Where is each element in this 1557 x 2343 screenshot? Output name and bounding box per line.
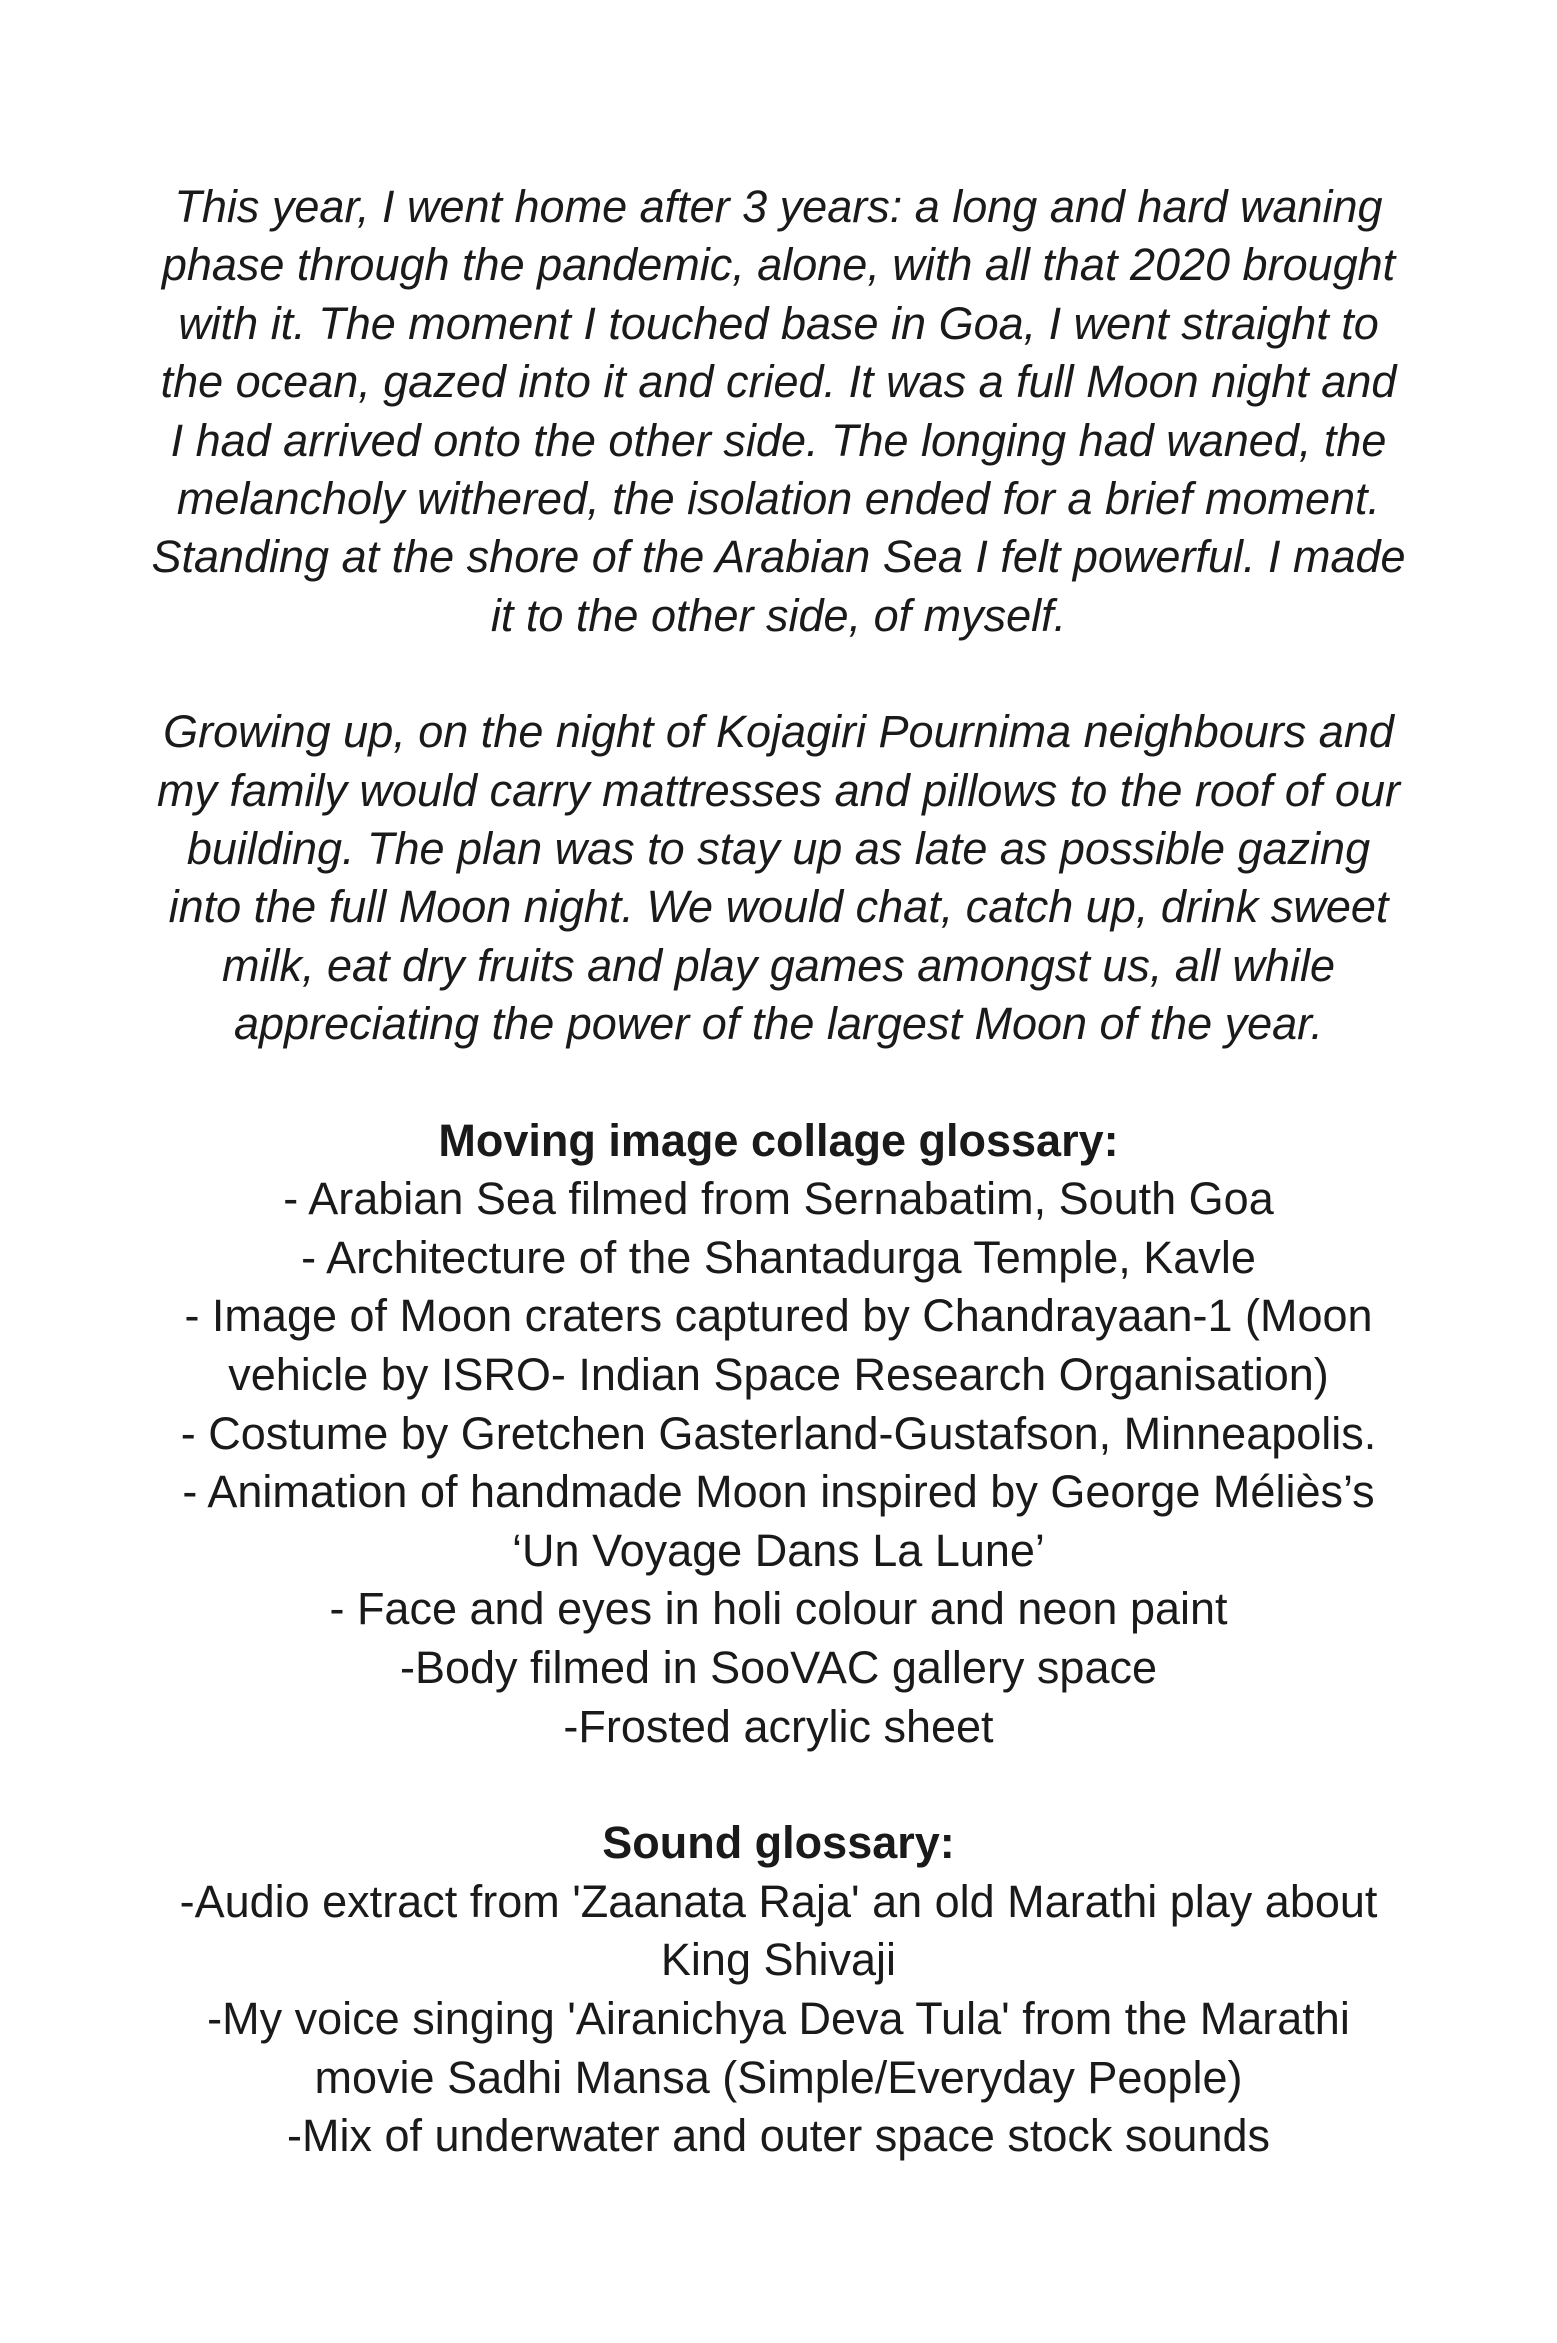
sound-glossary: [40, 1814, 1517, 2166]
moving-image-glossary-title: Moving image collage glossary:: [438, 1114, 1119, 1166]
glossary-item: movie Sadhi Mansa (Simple/Everyday People): [314, 2051, 1243, 2103]
text-line: it to the other side, of myself.: [490, 589, 1067, 641]
text-line: I had arrived onto the other side. The longing had waned, the: [170, 414, 1387, 466]
sound-glossary-title: Sound glossary:: [602, 1817, 955, 1869]
text-line: Growing up, on the night of Kojagiri Pournima neighbours and: [163, 706, 1394, 758]
glossary-item: -Frosted acrylic sheet: [563, 1700, 994, 1752]
text-line: melancholy withered, the isolation ended for a brief moment.: [176, 473, 1381, 525]
text-line: the ocean, gazed into it and cried. It was a full Moon night and: [160, 356, 1397, 408]
intro-paragraph: [40, 178, 1517, 645]
glossary-item: - Costume by Gretchen Gasterland-Gustafson, Minneapolis.: [180, 1407, 1377, 1459]
text-line: milk, eat dry fruits and play games amongst us, all while: [222, 939, 1335, 991]
moving-image-glossary: [40, 1112, 1517, 1757]
text-line: building. The plan was to stay up as late as possible gazing: [186, 823, 1371, 875]
text-line: my family would carry mattresses and pillows to the roof of our: [157, 764, 1400, 816]
glossary-item: -My voice singing 'Airanichya Deva Tula' from the Marathi: [207, 1993, 1350, 2044]
glossary-item: - Animation of handmade Moon inspired by George Méliès’s: [182, 1466, 1375, 1518]
document-page: [40, 178, 1517, 2166]
text-line: Standing at the shore of the Arabian Sea I felt powerful. I made: [151, 531, 1406, 583]
text-line: phase through the pandemic, alone, with all that 2020 brought: [161, 239, 1396, 291]
memory-paragraph: [40, 703, 1517, 1053]
glossary-item: vehicle by ISRO- Indian Space Research Organisation): [228, 1349, 1329, 1401]
glossary-item: - Arabian Sea filmed from Sernabatim, South Goa: [283, 1173, 1274, 1225]
glossary-item: - Face and eyes in holi colour and neon paint: [329, 1583, 1228, 1635]
glossary-item: ‘Un Voyage Dans La Lune’: [512, 1524, 1045, 1576]
text-line: into the full Moon night. We would chat, catch up, drink sweet: [168, 881, 1389, 933]
glossary-item: King Shivaji: [660, 1934, 897, 1986]
glossary-item: - Architecture of the Shantadurga Temple, Kavle: [301, 1231, 1256, 1283]
glossary-item: -Mix of underwater and outer space stock sounds: [286, 2110, 1270, 2162]
glossary-item: -Body filmed in SooVAC gallery space: [399, 1642, 1158, 1694]
glossary-item: -Audio extract from 'Zaanata Raja' an old Marathi play about: [179, 1875, 1378, 1927]
glossary-item: - Image of Moon craters captured by Chandrayaan-1 (Moon: [184, 1290, 1373, 1342]
text-line: with it. The moment I touched base in Goa, I went straight to: [178, 297, 1379, 349]
text-line: appreciating the power of the largest Moon of the year.: [234, 998, 1323, 1050]
text-line: This year, I went home after 3 years: a long and hard waning: [174, 181, 1383, 232]
